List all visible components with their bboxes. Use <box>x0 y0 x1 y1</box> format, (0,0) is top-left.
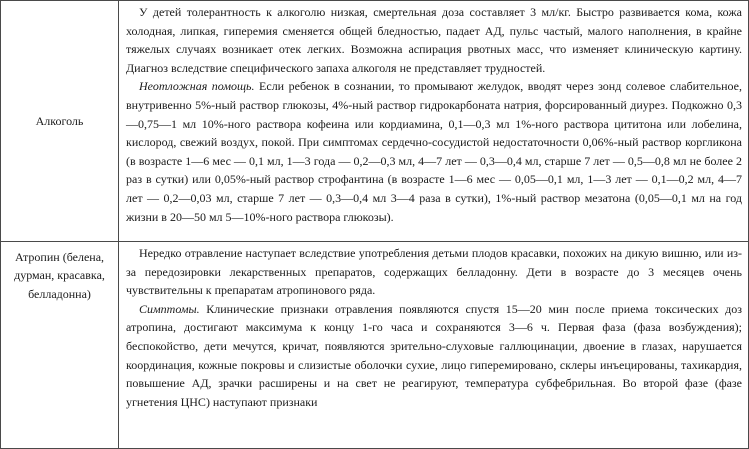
section-heading: Симптомы. <box>139 301 200 316</box>
description-cell <box>119 1 749 242</box>
paragraph <box>126 77 742 226</box>
description-cell <box>119 242 749 449</box>
substance-name-cell <box>1 1 119 242</box>
paragraph <box>126 244 742 300</box>
paragraph-text: Если ребенок в сознании, то промывают желудок, вводят через зонд солевое слабительное, внутривенно 5%-ный раствор глюкозы, 4%-ный раствор гидрокарбоната натрия, форсированный диурез. Подкожно 0,3—0,75—1 мл 10%-ного раствора кофеина или кордиамина, 0,1—0,3 мл 1%-ного раствора цититона или лобелина, кислород, свежий воздух, покой. При симптомах сердечно-сосудистой недостаточности 0,06%-ный раствор коргликона (в возрасте 1—6 мес — 0,1 мл, 1—3 года — 0,2—0,3 мл, 4—7 лет — 0,3—0,4 мл, старше 7 лет — 0,5—0,8 мл не более 2 раз в сутки) или 0,05%-ный раствор строфантина (в возрасте 1—6 мес — 0,05—0,1 мл, 1—3 лет — 0,1—0,2 мл, 4—7 лет — 0,2—0,03 мл, старше 7 лет — 0,3—0,4 мл 3—4 раза в сутки), 1%-ный раствор мезатона (0,05—0,1 мл на год жизни в 20—50 мл 5—10%-ного раствора глюкозы). <box>126 79 742 224</box>
paragraph <box>126 300 742 412</box>
table-row <box>1 242 749 449</box>
paragraph-text: У детей толерантность к алкоголю низкая, смертельная доза составляет 3 мл/кг. Быстро развивается кома, кожа холодная, липкая, гиперемия сменяется общей бледностью, падает АД, пульс частый, малого наполнения, в крайне тяжелых случаях возникает отек легких. Возможна аспирация рвотных масс, что изменяет клиническую картину. Диагноз вследствие специфического запаха алкоголя не представляет трудностей. <box>126 5 742 75</box>
paragraph <box>126 3 742 77</box>
table-row <box>1 1 749 242</box>
paragraph-text: Клинические признаки отравления появляются спустя 15—20 мин после приема токсических доз атропина, достигают максимума к концу 1-го часа и сохраняются 3—6 ч. Первая фаза (фаза возбуждения); беспокойство, дети мечутся, кричат, появляются зрительно-слуховые галлюцинации, двоение в глазах, нарушается координация, кожные покровы и слизистые оболочки сухие, лицо гиперемировано, склеры инъецированы, тахикардия, повышение АД, зрачки расширены и на свет не реагируют, температура субфебрильная. Во второй фазе (фазе угнетения ЦНС) наступают признаки <box>126 301 742 409</box>
substance-name: Атропин (белена, дурман, красавка, белладонна) <box>14 250 105 301</box>
substance-name-cell <box>1 242 119 449</box>
substance-name: Алкоголь <box>35 113 84 128</box>
paragraph-text: Нередко отравление наступает вследствие употребления детьми плодов красавки, похожих на дикую вишню, или из-за передозировки лекарственных препаратов, содержащих белладонну. Дети в возрасте до 3 месяцев очень чувствительны к препаратам атропинового ряда. <box>126 246 742 298</box>
section-heading: Неотложная помощь. <box>139 79 255 94</box>
